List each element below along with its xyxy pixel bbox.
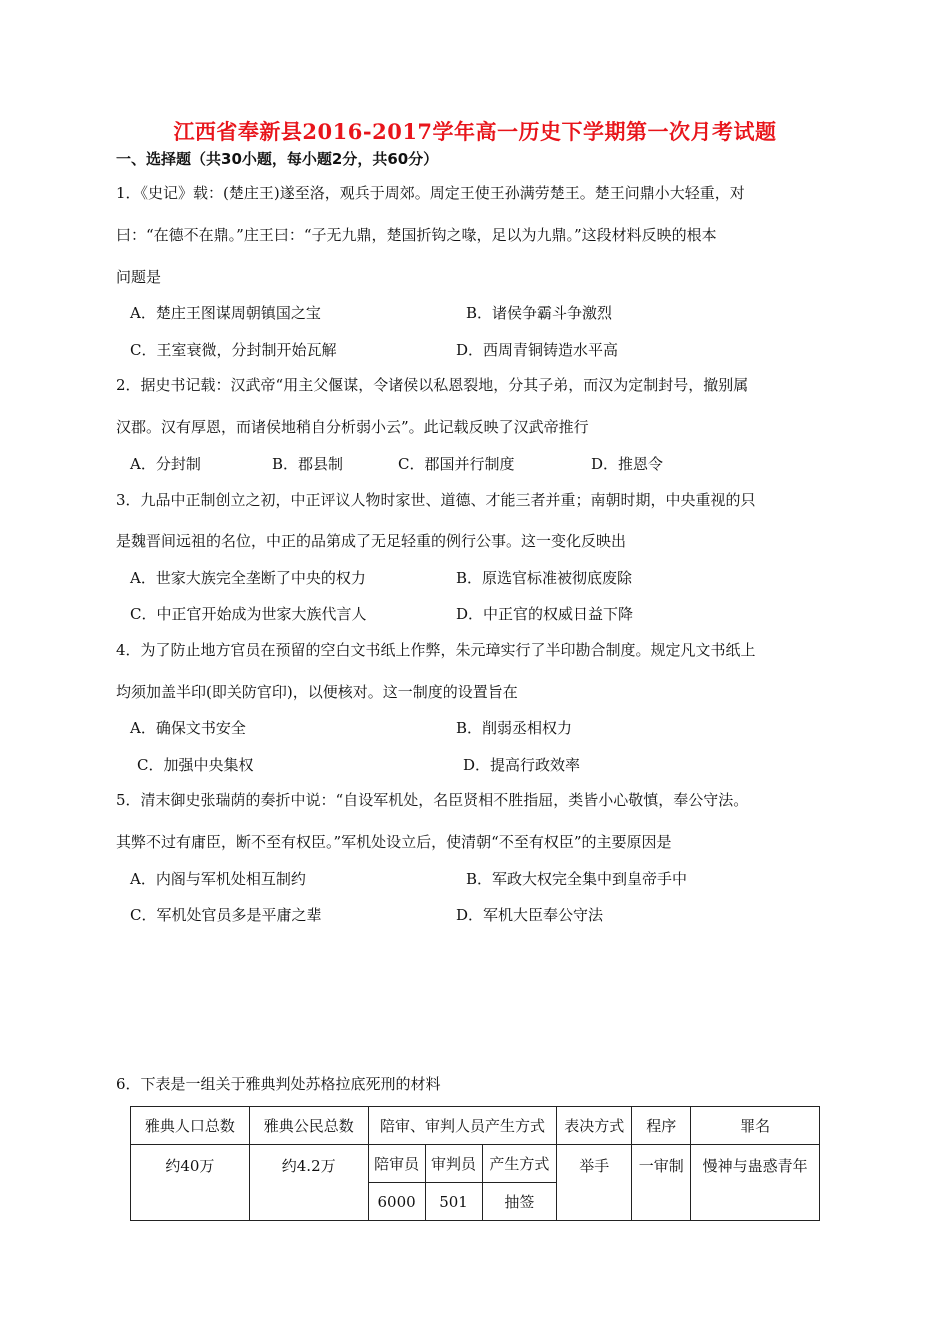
question-1-line-3: 问题是 bbox=[116, 268, 162, 286]
question-1-option-a: A．楚庄王图谋周朝镇国之宝 bbox=[130, 304, 321, 322]
question-3-line-2: 是魏晋间远祖的名位，中正的品第成了无足轻重的例行公事。这一变化反映出 bbox=[116, 532, 627, 550]
cell-charge: 慢神与蛊惑青年 bbox=[691, 1145, 820, 1221]
header-procedure: 程序 bbox=[632, 1107, 691, 1145]
question-1-option-b: B．诸侯争霸斗争激烈 bbox=[466, 304, 613, 322]
cell-vote: 举手 bbox=[557, 1145, 632, 1221]
question-4-line-2: 均须加盖半印(即关防官印)，以便核对。这一制度的设置旨在 bbox=[116, 683, 518, 701]
material-table bbox=[130, 1106, 820, 1221]
cell-procedure: 一审制 bbox=[632, 1145, 691, 1221]
cell-population: 约40万 bbox=[131, 1145, 250, 1221]
question-3-option-a: A．世家大族完全垄断了中央的权力 bbox=[130, 569, 366, 587]
header-citizens: 雅典公民总数 bbox=[249, 1107, 368, 1145]
question-5-option-d: D．军机大臣奉公守法 bbox=[456, 906, 604, 924]
question-5-line-1: 5．清末御史张瑞荫的奏折中说：“自设军机处，名臣贤相不胜指屈，类皆小心敬慎，奉公守法。 bbox=[116, 791, 749, 809]
cell-judges: 501 bbox=[425, 1183, 482, 1221]
question-1-line-1: 1．《史记》载：(楚庄王)遂至洛，观兵于周郊。周定王使王孙满劳楚王。楚王问鼎小大轻重，对 bbox=[116, 184, 745, 202]
question-5-line-2: 其弊不过有庸臣，断不至有权臣。”军机处设立后，使清朝“不至有权臣”的主要原因是 bbox=[116, 833, 672, 851]
question-2-option-a: A．分封制 bbox=[130, 455, 201, 473]
cell-jurors: 6000 bbox=[368, 1183, 425, 1221]
subheader-jurors: 陪审员 bbox=[368, 1145, 425, 1183]
question-3-option-c: C．中正官开始成为世家大族代言人 bbox=[130, 605, 367, 623]
question-6-line-1: 6．下表是一组关于雅典判处苏格拉底死刑的材料 bbox=[116, 1075, 441, 1093]
question-3-option-b: B．原选官标准被彻底废除 bbox=[456, 569, 633, 587]
section-heading: 一、选择题（共30小题，每小题2分，共60分） bbox=[116, 150, 439, 168]
question-1-line-2: 曰：“在德不在鼎。”庄王曰：“子无九鼎，楚国折钩之喙，足以为九鼎。”这段材料反映的根本 bbox=[116, 226, 717, 244]
question-4-option-d: D．提高行政效率 bbox=[463, 756, 581, 774]
question-3-line-1: 3．九品中正制创立之初，中正评议人物时家世、道德、才能三者并重；南朝时期，中央重视的只 bbox=[116, 491, 756, 509]
cell-citizens: 约4.2万 bbox=[249, 1145, 368, 1221]
question-5-option-c: C．军机处官员多是平庸之辈 bbox=[130, 906, 322, 924]
question-5-option-b: B．军政大权完全集中到皇帝手中 bbox=[466, 870, 688, 888]
question-4-line-1: 4．为了防止地方官员在预留的空白文书纸上作弊，朱元璋实行了半印勘合制度。规定凡文书纸上 bbox=[116, 641, 756, 659]
question-2-line-2: 汉郡。汉有厚恩，而诸侯地稍自分析弱小云”。此记载反映了汉武帝推行 bbox=[116, 418, 589, 436]
subheader-method: 产生方式 bbox=[482, 1145, 557, 1183]
header-charge: 罪名 bbox=[691, 1107, 820, 1145]
question-4-option-c: C．加强中央集权 bbox=[137, 756, 254, 774]
subheader-judges: 审判员 bbox=[425, 1145, 482, 1183]
header-population: 雅典人口总数 bbox=[131, 1107, 250, 1145]
header-vote: 表决方式 bbox=[557, 1107, 632, 1145]
page-title: 江西省奉新县2016-2017学年高一历史下学期第一次月考试题 bbox=[173, 119, 777, 144]
question-4-option-a: A．确保文书安全 bbox=[130, 719, 246, 737]
question-4-option-b: B．削弱丞相权力 bbox=[456, 719, 573, 737]
cell-method: 抽签 bbox=[482, 1183, 557, 1221]
question-5-option-a: A．内阁与军机处相互制约 bbox=[130, 870, 306, 888]
question-2-option-d: D．推恩令 bbox=[591, 455, 664, 473]
header-selection: 陪审、审判人员产生方式 bbox=[368, 1107, 557, 1145]
question-3-option-d: D．中正官的权威日益下降 bbox=[456, 605, 634, 623]
question-2-option-b: B．郡县制 bbox=[272, 455, 344, 473]
question-1-option-c: C．王室衰微，分封制开始瓦解 bbox=[130, 341, 337, 359]
question-2-line-1: 2．据史书记载：汉武帝“用主父偃谋，令诸侯以私恩裂地，分其子弟，而汉为定制封号，撤别属 bbox=[116, 376, 749, 394]
question-1-option-d: D．西周青铜铸造水平高 bbox=[456, 341, 619, 359]
question-2-option-c: C．郡国并行制度 bbox=[398, 455, 515, 473]
